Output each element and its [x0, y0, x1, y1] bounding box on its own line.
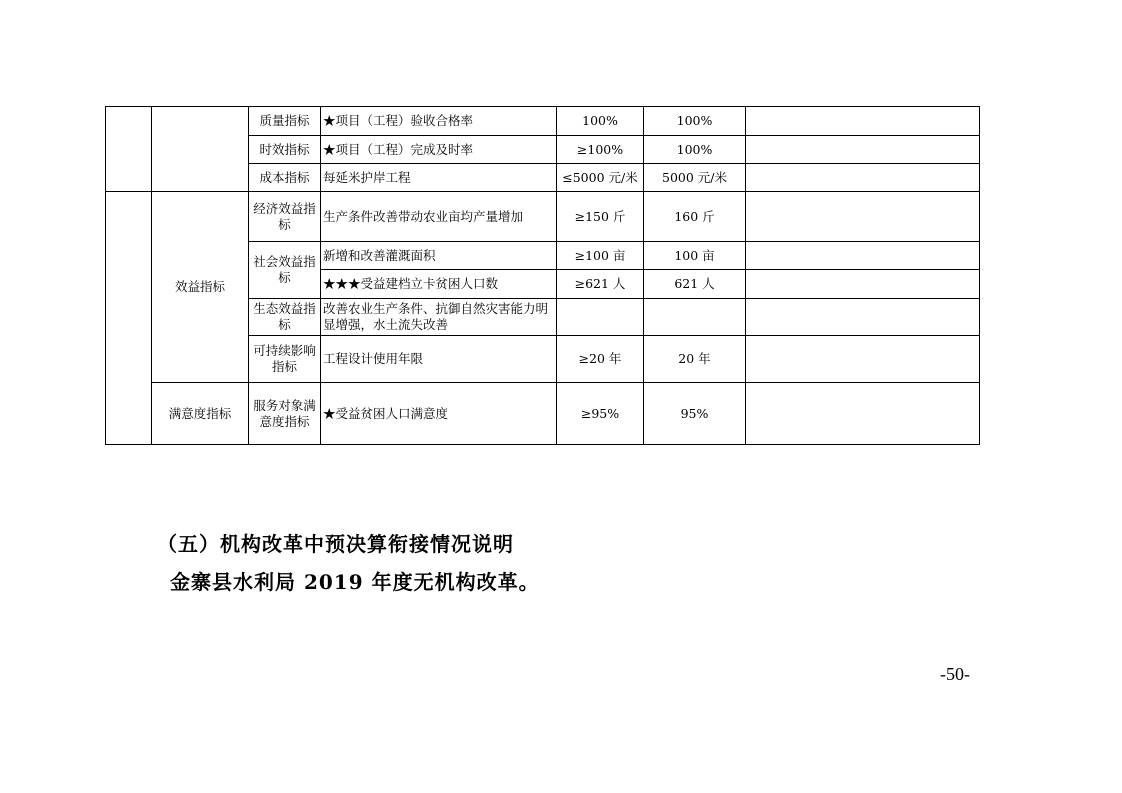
- indicator-name-cell: 质量指标: [249, 107, 321, 136]
- actual-value-cell: 100 亩: [644, 242, 746, 270]
- target-value-cell: ≥95%: [557, 383, 644, 445]
- first-level-indicator-cell: [106, 107, 152, 192]
- indicator-name-cell: 成本指标: [249, 164, 321, 192]
- actual-value-cell: 20 年: [644, 336, 746, 383]
- indicator-item-cell: 新增和改善灌溉面积: [321, 242, 557, 270]
- indicator-item-cell: 每延米护岸工程: [321, 164, 557, 192]
- target-value-cell: ≥100 亩: [557, 242, 644, 270]
- note-cell: [746, 136, 980, 164]
- indicator-item-cell: ★项目（工程）完成及时率: [321, 136, 557, 164]
- actual-value-cell: 5000 元/米: [644, 164, 746, 192]
- section-heading: （五）机构改革中预决算衔接情况说明: [157, 532, 514, 556]
- indicator-item-cell: 改善农业生产条件、抗御自然灾害能力明显增强，水土流失改善: [321, 299, 557, 336]
- actual-value-cell: 100%: [644, 107, 746, 136]
- target-value-cell: 100%: [557, 107, 644, 136]
- benefit-category-cell: 效益指标: [152, 192, 249, 383]
- indicator-item-cell: 生产条件改善带动农业亩均产量增加: [321, 192, 557, 242]
- performance-indicator-table: [105, 106, 980, 445]
- actual-value-cell: 621 人: [644, 270, 746, 299]
- indicator-item-cell: ★受益贫困人口满意度: [321, 383, 557, 445]
- note-cell: [746, 242, 980, 270]
- actual-value-cell: 100%: [644, 136, 746, 164]
- first-level-indicator-cell: [106, 192, 152, 445]
- note-cell: [746, 164, 980, 192]
- indicator-name-cell: 生态效益指标: [249, 299, 321, 336]
- actual-value-cell: 160 斤: [644, 192, 746, 242]
- indicator-name-cell: 时效指标: [249, 136, 321, 164]
- indicator-item-cell: 工程设计使用年限: [321, 336, 557, 383]
- actual-value-cell: [644, 299, 746, 336]
- note-cell: [746, 107, 980, 136]
- indicator-item-cell: ★★★受益建档立卡贫困人口数: [321, 270, 557, 299]
- target-value-cell: [557, 299, 644, 336]
- indicator-name-cell: 经济效益指标: [249, 192, 321, 242]
- note-cell: [746, 270, 980, 299]
- indicator-name-cell: 社会效益指标: [249, 242, 321, 299]
- target-value-cell: ≥20 年: [557, 336, 644, 383]
- page-number: -50-: [940, 664, 970, 684]
- section-body: 金寨县水利局 2019 年度无机构改革。: [170, 570, 540, 594]
- note-cell: [746, 336, 980, 383]
- indicator-name-cell: 可持续影响指标: [249, 336, 321, 383]
- indicator-name-cell: 服务对象满意度指标: [249, 383, 321, 445]
- output-category-cell: [152, 107, 249, 192]
- target-value-cell: ≥621 人: [557, 270, 644, 299]
- actual-value-cell: 95%: [644, 383, 746, 445]
- indicator-item-cell: ★项目（工程）验收合格率: [321, 107, 557, 136]
- satisfaction-category-cell: 满意度指标: [152, 383, 249, 445]
- target-value-cell: ≤5000 元/米: [557, 164, 644, 192]
- note-cell: [746, 383, 980, 445]
- note-cell: [746, 299, 980, 336]
- note-cell: [746, 192, 980, 242]
- target-value-cell: ≥150 斤: [557, 192, 644, 242]
- target-value-cell: ≥100%: [557, 136, 644, 164]
